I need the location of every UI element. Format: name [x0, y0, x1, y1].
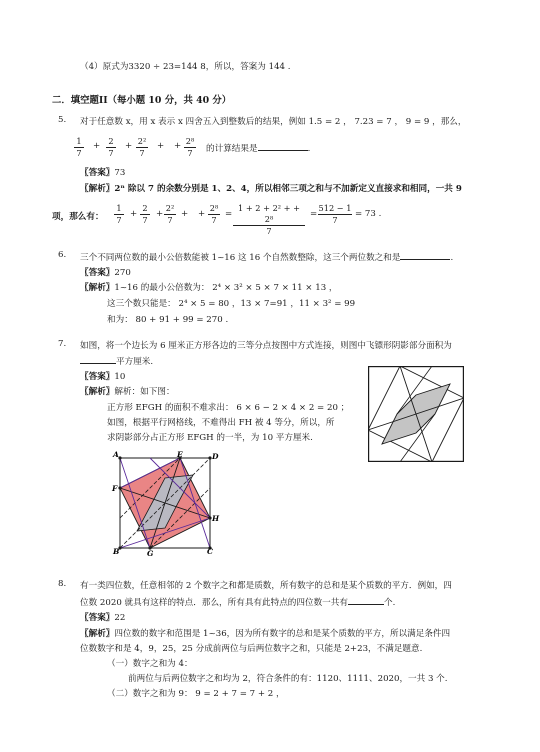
q8-number: 8. [58, 579, 67, 589]
analysis-figure [110, 450, 222, 558]
q8-analysis-2: 位数数字和是 4，9，25，25 分成前两位与后两位数字之和，只能是 2+23，不满足题意. [80, 644, 423, 654]
q7-answer: 〖答案〗10 [80, 372, 126, 382]
dart-figure [368, 366, 464, 462]
q4-line: （4）原式为3320 ÷ 23=144 8，所以，答案为 144 . [80, 62, 291, 72]
q8-line2: 位数 2020 就具有这样的特点．那么，所有具有此特点的四位数一共有 个. [80, 595, 395, 608]
q8-line1: 有一类四位数，任意相邻的 2 个数字之和都是质数，所有数字的总和是某个质数的平方．例如，四 [80, 581, 452, 591]
q6-answer: 〖答案〗270 [80, 268, 131, 278]
q5-number: 5. [58, 115, 67, 125]
q6-line1: 三个不同两位数的最小公倍数能被 1~16 这 16 个自然数整除，这三个两位数之和是 . [80, 250, 453, 263]
label-D: D [212, 452, 219, 461]
label-F: F [112, 484, 118, 493]
q6-number: 6. [58, 250, 67, 260]
q5-frac-2: 2 7 [106, 136, 116, 159]
label-E: E [177, 450, 183, 459]
q7-number: 7. [58, 339, 67, 349]
q6-analysis-2: 这三个数只能是： 2⁴ × 5 = 80 ，13 × 7=91 ，11 × 3² = 99 [107, 299, 356, 309]
q8-analysis-4: 前两位与后两位数字之和均为 2，符合条件的有：1120、1111、2020，一共 3 个. [128, 674, 448, 684]
q5-line1: 对于任意数 x，用 x 表示 x 四舍五入到整数后的结果，例如 1.5 = 2 ， 7.23 = 7 ， 9 = 9 ，那么， [80, 117, 467, 127]
q6-analysis-3: 和为： 80 + 91 + 99 = 270 . [107, 315, 229, 325]
q8-answer: 〖答案〗22 [80, 613, 126, 623]
q5-analysis-line2: 项，那么有： [52, 212, 104, 222]
section-title: 二．填空题II（每小题 10 分，共 40 分） [52, 95, 232, 106]
q7-analysis-3: 求阴影部分占正方形 EFGH 的一半，为 10 平方厘米. [107, 433, 313, 443]
q8-analysis-3: （一）数字之和为 4： [107, 659, 193, 669]
q5-expr-tail: 的计算结果是 . [206, 141, 310, 154]
q5-analysis: 〖解析〗2ⁿ 除以 7 的余数分别是 1、2、4，所以相邻三项之和与不加新定义直接求和相同，一共 9 [80, 184, 462, 194]
q7-line1: 如图，将一个边长为 6 厘米正方形各边的三等分点按图中方式连接，则图中飞镖形阴影部分面积为 [80, 341, 452, 351]
label-G: G [147, 549, 154, 558]
q8-analysis-5: （二）数字之和为 9： 9 = 2 + 7 = 7 + 2 ， [107, 689, 285, 699]
q8-analysis: 〖解析〗四位数的数字和范围是 1~36，因为所有数字的总和是某个质数的平方，所以满足条件四 [80, 629, 451, 639]
q5-frac-3: 2² 7 [137, 136, 147, 158]
q7-analysis-1: 正方形 EFGH 的面积不难求出： 6 × 6 − 2 × 4 × 2 = 20 ； [107, 403, 350, 413]
q5-sum-frac: 1 + 2 + 2² + + 2⁸ 7 [233, 203, 305, 237]
label-C: C [207, 547, 213, 556]
q5-answer: 〖答案〗73 [80, 168, 126, 178]
q7-line2: 平方厘米. [80, 354, 153, 367]
q6-analysis: 〖解析〗1~16 的最小公倍数为： 2⁴ × 3² × 5 × 7 × 11 × 13 ， [80, 283, 338, 293]
label-B: B [113, 547, 120, 556]
q7-analysis: 〖解析〗解析：如下图： [80, 387, 175, 397]
label-H: H [212, 514, 220, 523]
label-A: A [113, 450, 119, 459]
q7-analysis-2: 如图，根据平行网格线，不难得出 FH 被 4 等分，所以，所 [107, 418, 335, 428]
q5-result-frac: 512 − 1 7 [318, 203, 352, 225]
q5-frac-4: 2⁸ 7 [185, 136, 195, 158]
q5-frac-1: 1 7 [74, 136, 84, 159]
